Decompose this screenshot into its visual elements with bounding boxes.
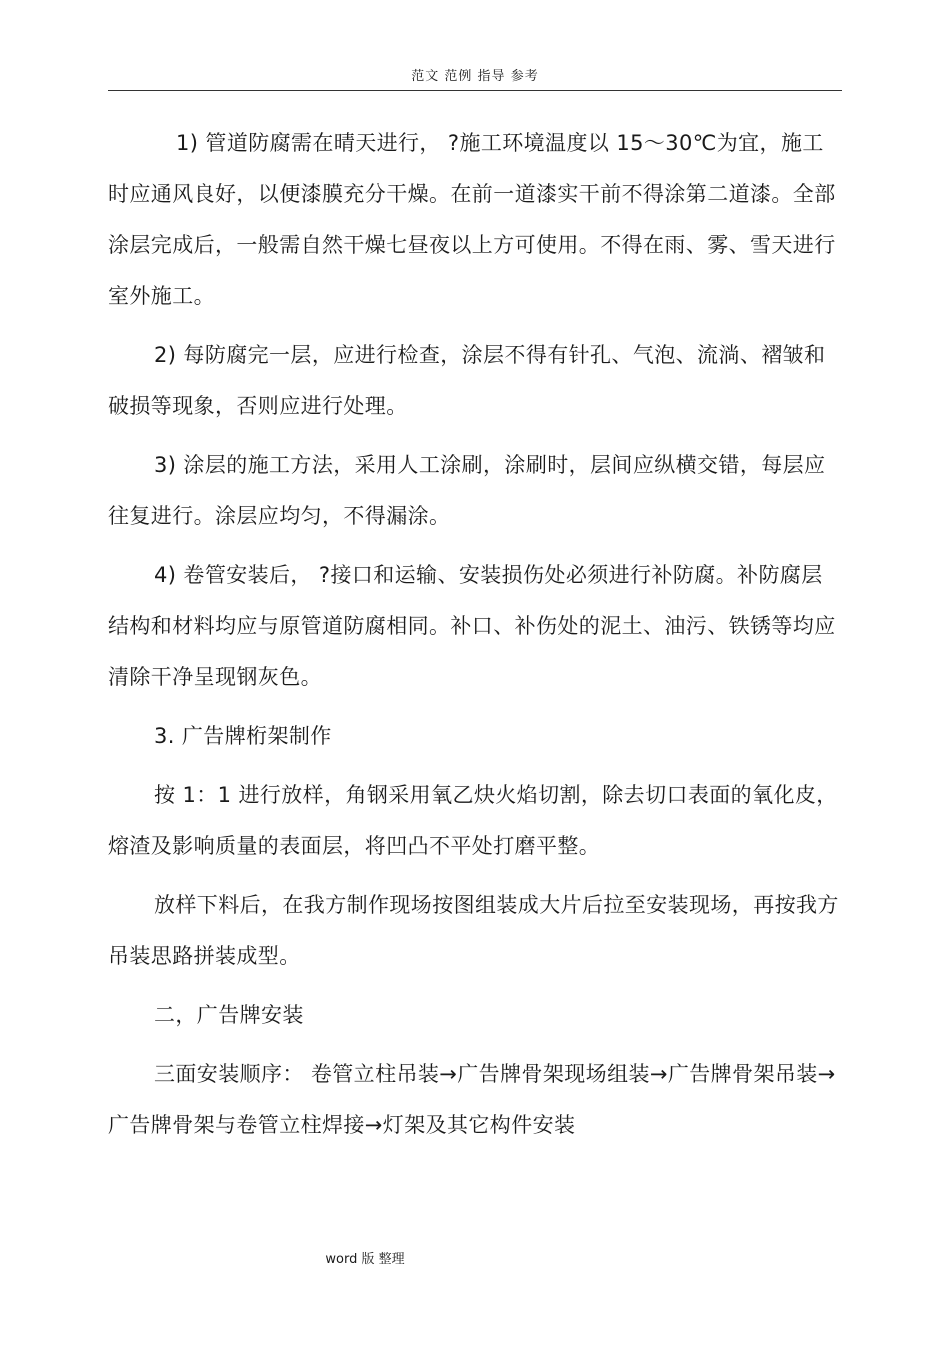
section-heading-install: 二，广告牌安装: [154, 1003, 304, 1027]
paragraph-4: 4) 卷管安装后， ?接口和运输、安装损伤处必须进行补防腐。补防腐层结构和材料均应与原管道防腐相同。补口、补伤处的泥土、油污、铁锈等均应清除干净呈现钢灰色。: [108, 563, 836, 689]
page-footer: [0, 1250, 950, 1270]
paragraph-7: 放样下料后，在我方制作现场按图组装成大片后拉至安装现场，再按我方吊装思路拼装成型。: [108, 893, 839, 968]
page-header: 范文 范例 指导 参考: [108, 66, 842, 91]
paragraph-1: 1) 管道防腐需在晴天进行， ?施工环境温度以 15～30℃为宜，施工时应通风良好，以便漆膜充分干燥。在前一道漆实干前不得涂第二道漆。全部涂层完成后，一般需自然干燥七昼夜以上方可使用。不得在雨、雾、雪天进行室外施工。: [108, 131, 836, 308]
paragraph-9: 三面安装顺序： 卷管立柱吊装→广告牌骨架现场组装→广告牌骨架吊装→广告牌骨架与卷管立柱焊接→灯架及其它构件安装: [108, 1062, 836, 1137]
footer-text: word 版 整理: [325, 1252, 405, 1267]
paragraph-6: 按 1：1 进行放样，角钢采用氧乙炔火焰切割，除去切口表面的氧化皮，熔渣及影响质量的表面层，将凹凸不平处打磨平整。: [108, 783, 838, 858]
paragraph-2: 2) 每防腐完一层，应进行检查，涂层不得有针孔、气泡、流淌、褶皱和破损等现象，否则应进行处理。: [108, 343, 826, 418]
section-heading-truss: 3. 广告牌桁架制作: [154, 724, 332, 748]
paragraph-3: 3) 涂层的施工方法，采用人工涂刷，涂刷时，层间应纵横交错，每层应往复进行。涂层应均匀，不得漏涂。: [108, 453, 826, 528]
document-body: [108, 118, 842, 1159]
